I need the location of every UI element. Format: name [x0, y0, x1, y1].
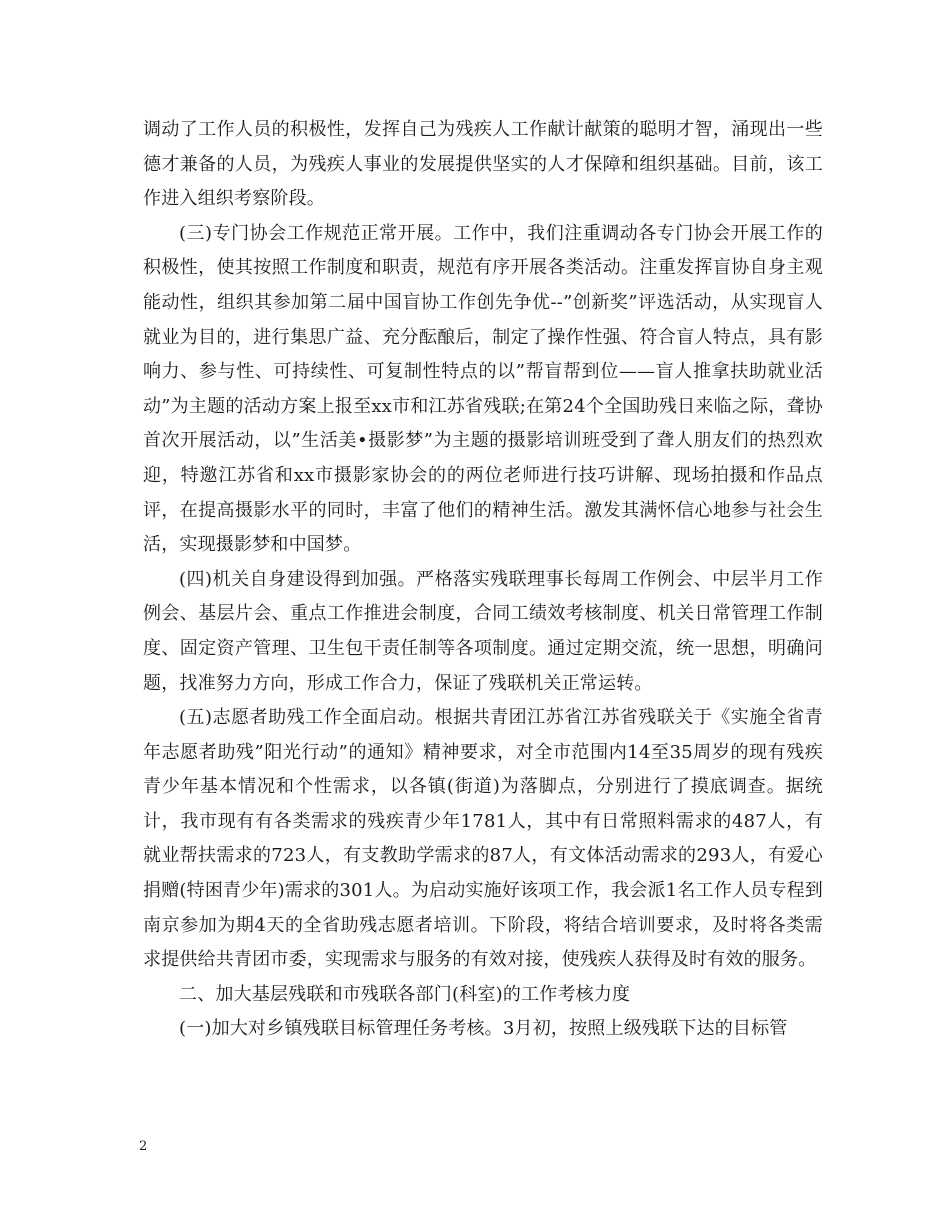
paragraph-office-construction: (四)机关自身建设得到加强。严格落实残联理事长每周工作例会、中层半月工作例会、基层片会、重点工作推进会制度，合同工绩效考核制度、机关日常管理工作制度、固定资产管理、卫生包干责任制等各项制度。通过定期交流，统一思想，明确问题，找准努力方向，形成工作合力，保证了残联机关正常运转。	[143, 568, 823, 694]
paragraph-continuation: 调动了工作人员的积极性，发挥自己为残疾人工作献计献策的聪明才智，涌现出一些德才兼备的人员，为残疾人事业的发展提供坚实的人才保障和组织基础。目前，该工作进入组织考察阶段。	[143, 119, 823, 210]
section-heading-assessment: 二、加大基层残联和市残联各部门(科室)的工作考核力度	[179, 983, 631, 1005]
page-number: 2	[139, 1139, 148, 1154]
paragraph-special-associations: (三)专门协会工作规范正常开展。工作中，我们注重调动各专门协会开展工作的积极性，使其按照工作制度和职责，规范有序开展各类活动。注重发挥盲协自身主观能动性，组织其参加第二届中国盲协工作创先争优--”创新奖”评选活动，从实现盲人就业为目的，进行集思广益、充分酝酿后，制定了操作性强、符合盲人特点，具有影响力、参与性、可持续性、可复制性特点的以”帮盲帮到位——盲人推拿扶助就业活动”为主题的活动方案上报至xx市和江苏省残联;在第24个全国助残日来临之际，聋协首次开展活动，以”生活美•摄影梦”为主题的摄影培训班受到了聋人朋友们的热烈欢迎，特邀江苏省和xx市摄影家协会的的两位老师进行技巧讲解、现场拍摄和作品点评，在提高摄影水平的同时，丰富了他们的精神生活。激发其满怀信心地参与社会生活，实现摄影梦和中国梦。	[143, 222, 823, 556]
paragraph-township-assessment: (一)加大对乡镇残联目标管理任务考核。3月初，按照上级残联下达的目标管	[179, 1018, 788, 1040]
paragraph-volunteer-work: (五)志愿者助残工作全面启动。根据共青团江苏省江苏省残联关于《实施全省青年志愿者助残”阳光行动”的通知》精神要求，对全市范围内14至35周岁的现有残疾青少年基本情况和个性需求，以各镇(街道)为落脚点，分别进行了摸底调查。据统计，我市现有有各类需求的残疾青少年1781人，其中有日常照料需求的487人，有就业帮扶需求的723人，有支教助学需求的87人，有文体活动需求的293人，有爱心捐赠(特困青少年)需求的301人。为启动实施好该项工作，我会派1名工作人员专程到南京参加为期4天的全省助残志愿者培训。下阶段，将结合培训要求，及时将各类需求提供给共青团市委，实现需求与服务的有效对接，使残疾人获得及时有效的服务。	[143, 707, 823, 971]
document-body	[143, 113, 823, 1047]
